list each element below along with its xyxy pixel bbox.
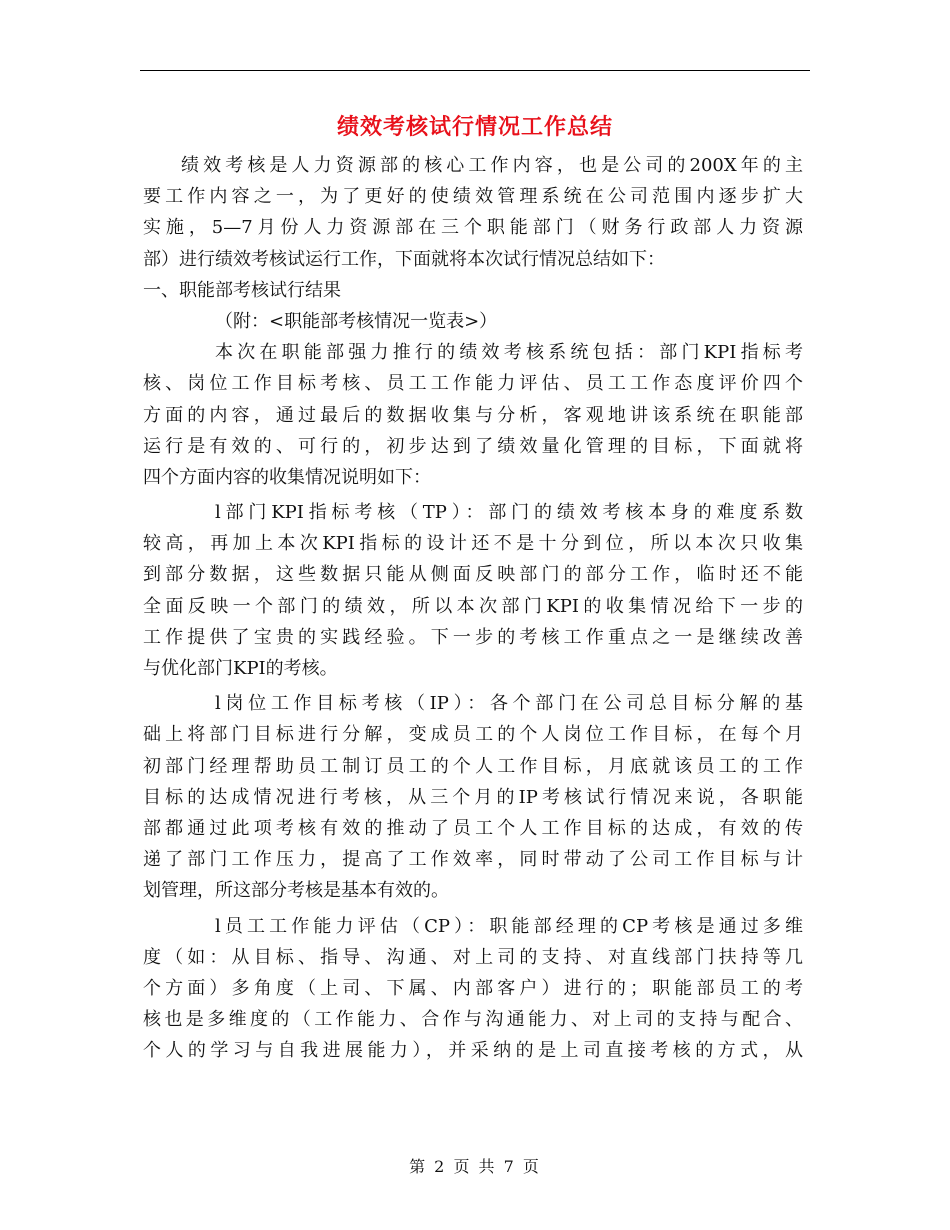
attachment-note: （附：<职能部考核情况一览表>） bbox=[215, 310, 498, 332]
paragraph-system-line-3: 方面的内容，通过最后的数据收集与分析，客观地讲该系统在职能部 bbox=[143, 404, 803, 426]
paragraph-system-line-4: 运行是有效的、可行的，初步达到了绩效量化管理的目标，下面就将 bbox=[143, 435, 803, 457]
paragraph-kpi-line-5: 工作提供了宝贵的实践经验。下一步的考核工作重点之一是继续改善 bbox=[143, 626, 803, 648]
paragraph-ip-line-6: 递了部门工作压力，提高了工作效率，同时带动了公司工作目标与计 bbox=[143, 849, 803, 871]
page-number-footer: 第 2 页 共 7 页 bbox=[409, 1157, 541, 1176]
paragraph-ip-line-4: 目标的达成情况进行考核，从三个月的IP考核试行情况来说，各职能 bbox=[143, 786, 803, 808]
paragraph-kpi-line-3: 到部分数据，这些数据只能从侧面反映部门的部分工作，临时还不能 bbox=[143, 564, 803, 586]
paragraph-system-line-5: 四个方面内容的收集情况说明如下： bbox=[143, 466, 431, 488]
paragraph-cp-line-4: 核也是多维度的（工作能力、合作与沟通能力、对上司的支持与配合、 bbox=[143, 1009, 803, 1031]
paragraph-ip-line-5: 部都通过此项考核有效的推动了员工个人工作目标的达成，有效的传 bbox=[143, 817, 803, 839]
header-rule bbox=[140, 70, 810, 71]
paragraph-intro-line-1: 绩效考核是人力资源部的核心工作内容，也是公司的200X年的主 bbox=[181, 155, 803, 176]
section-heading-1: 一、职能部考核试行结果 bbox=[143, 279, 341, 301]
document-body bbox=[143, 150, 803, 1066]
paragraph-kpi-line-1: l部门KPI指标考核（TP）：部门的绩效考核本身的难度系数 bbox=[215, 502, 803, 524]
paragraph-kpi-line-2: 较高，再加上本次KPI指标的设计还不是十分到位，所以本次只收集 bbox=[143, 533, 803, 555]
paragraph-intro-line-3: 实施，5—7月份人力资源部在三个职能部门（财务行政部人力资源 bbox=[143, 217, 803, 239]
paragraph-cp-line-1: l员工工作能力评估（CP）：职能部经理的CP考核是通过多维 bbox=[215, 915, 803, 937]
paragraph-system-line-2: 核、岗位工作目标考核、员工工作能力评估、员工工作态度评价四个 bbox=[143, 373, 803, 395]
paragraph-cp-line-3: 个方面）多角度（上司、下属、内部客户）进行的；职能部员工的考 bbox=[143, 977, 803, 999]
paragraph-cp-line-5: 个人的学习与自我进展能力），并采纳的是上司直接考核的方式，从 bbox=[143, 1040, 803, 1062]
paragraph-kpi-line-4: 全面反映一个部门的绩效，所以本次部门KPI的收集情况给下一步的 bbox=[143, 595, 803, 617]
paragraph-kpi-line-6: 与优化部门KPI的考核。 bbox=[143, 658, 338, 679]
paragraph-intro-line-4: 部）进行绩效考核试运行工作，下面就将本次试行情况总结如下： bbox=[143, 248, 665, 270]
paragraph-cp-line-2: 度（如：从目标、指导、沟通、对上司的支持、对直线部门扶持等几 bbox=[143, 946, 803, 968]
document-title: 绩效考核试行情况工作总结 bbox=[336, 114, 613, 140]
paragraph-ip-line-2: 础上将部门目标进行分解，变成员工的个人岗位工作目标，在每个月 bbox=[143, 724, 803, 746]
paragraph-intro-line-2: 要工作内容之一，为了更好的使绩效管理系统在公司范围内逐步扩大 bbox=[143, 186, 803, 208]
paragraph-ip-line-7: 划管理，所这部分考核是基本有效的。 bbox=[143, 880, 449, 902]
paragraph-ip-line-1: l岗位工作目标考核（IP）：各个部门在公司总目标分解的基 bbox=[215, 693, 803, 715]
paragraph-ip-line-3: 初部门经理帮助员工制订员工的个人工作目标，月底就该员工的工作 bbox=[143, 755, 803, 777]
paragraph-system-line-1: 本次在职能部强力推行的绩效考核系统包括：部门KPI指标考 bbox=[215, 342, 803, 364]
